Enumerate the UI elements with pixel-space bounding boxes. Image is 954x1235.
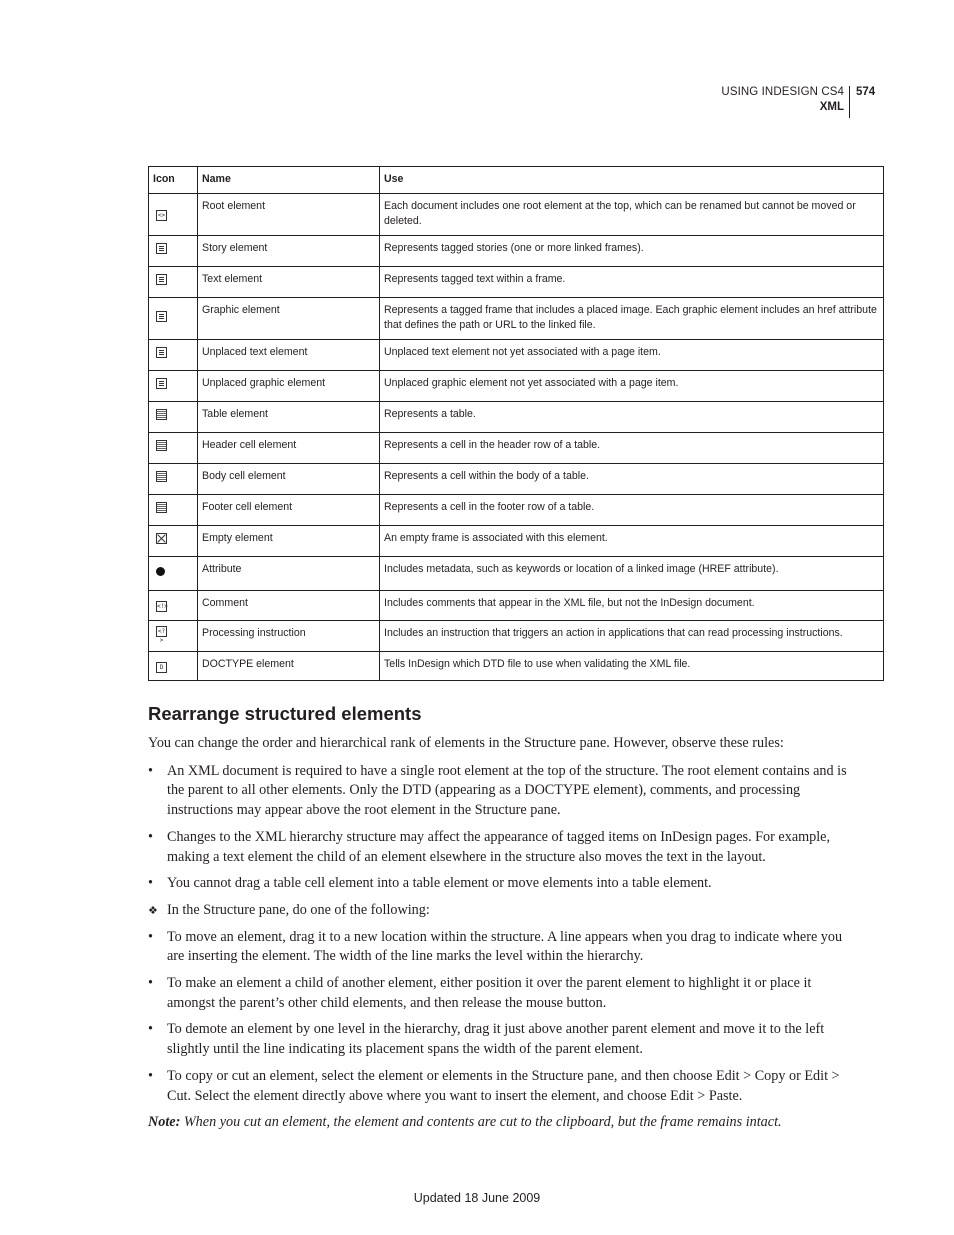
row-use: Tells InDesign which DTD file to use when validating the XML file. — [380, 652, 884, 681]
row-name: Story element — [198, 236, 380, 267]
step-text: In the Structure pane, do one of the following: — [167, 901, 430, 918]
page-number-box — [849, 86, 884, 118]
root-element-icon: <> — [157, 212, 166, 219]
row-use: Represents a table. — [380, 402, 884, 433]
doctype-element-icon: D — [156, 662, 167, 673]
column-header-name: Name — [198, 167, 380, 194]
row-use: Unplaced graphic element not yet associated with a page item. — [380, 371, 884, 402]
option-item — [148, 928, 848, 967]
processing-instruction-icon: <?> — [157, 627, 166, 644]
bullet-marker: • — [148, 875, 153, 892]
graphic-element-icon — [156, 311, 167, 322]
row-use: Represents tagged stories (one or more linked frames). — [380, 236, 884, 267]
section-body — [148, 734, 848, 1133]
rule-item — [148, 828, 848, 867]
table-row — [149, 340, 884, 371]
running-header — [721, 86, 876, 113]
column-header-icon: Icon — [149, 167, 198, 194]
section-heading: Rearrange structured elements — [148, 703, 422, 724]
option-text: To move an element, drag it to a new location within the structure. A line appears when you drag to indicate where you are inserting the element. The width of the line marks the level within the hierarchy. — [167, 928, 843, 965]
table-row — [149, 194, 884, 236]
table-row — [149, 433, 884, 464]
row-name: Graphic element — [198, 298, 380, 340]
row-use: Represents a cell within the body of a table. — [380, 464, 884, 495]
bullet-marker: • — [148, 1067, 153, 1084]
row-name: Comment — [198, 591, 380, 621]
rule-text: Changes to the XML hierarchy structure may affect the appearance of tagged items on InDesign pages. For example, making a text element the child of an element elsewhere in the structure also moves the text in the layout. — [167, 828, 831, 865]
comment-icon: <!> — [157, 603, 168, 610]
row-use: Includes metadata, such as keywords or location of a linked image (HREF attribute). — [380, 557, 884, 591]
row-name: Text element — [198, 267, 380, 298]
empty-element-icon — [156, 533, 167, 544]
option-text: To make an element a child of another element, either position it over the parent element to highlight it or place it amongst the parent’s other child elements, and then release the mouse button. — [167, 975, 812, 1011]
option-item — [148, 974, 848, 1013]
table-element-icon — [156, 409, 167, 420]
option-text: To demote an element by one level in the hierarchy, drag it just above another parent element and move it to the left slightly until the line indicating its placement spans the width of the parent element. — [167, 1021, 825, 1058]
bullet-marker: • — [148, 1021, 153, 1038]
row-use: Represents tagged text within a frame. — [380, 267, 884, 298]
note — [148, 1113, 848, 1133]
unplaced-text-element-icon — [156, 347, 167, 358]
row-use: Includes comments that appear in the XML file, but not the InDesign document. — [380, 591, 884, 621]
element-icon-table — [148, 166, 884, 681]
table-row — [149, 298, 884, 340]
bullet-marker: • — [148, 928, 153, 945]
book-title: USING INDESIGN CS4 — [721, 86, 844, 98]
page-footer: Updated 18 June 2009 — [413, 1191, 541, 1205]
row-use: Includes an instruction that triggers an action in applications that can read processing instructions. — [380, 621, 884, 652]
option-text: To copy or cut an element, select the element or elements in the Structure pane, and then choose Edit > Copy or Edit > Cut. Select the element directly above where you want to insert the element, and choose Edit > Paste. — [167, 1067, 840, 1104]
table-row — [149, 495, 884, 526]
row-name: Attribute — [198, 557, 380, 591]
intro-paragraph: You can change the order and hierarchical rank of elements in the Structure pane. However, observe these rules: — [148, 735, 784, 751]
row-name: Root element — [198, 194, 380, 236]
note-text: When you cut an element, the element and contents are cut to the clipboard, but the frame remains intact. — [183, 1114, 782, 1131]
rule-item — [148, 762, 848, 821]
text-element-icon — [156, 274, 167, 285]
table-row — [149, 267, 884, 298]
row-use: Represents a tagged frame that includes a placed image. Each graphic element includes an href attribute that defines the path or URL to the linked file. — [380, 298, 884, 340]
table-row — [149, 236, 884, 267]
rule-item — [148, 874, 848, 894]
table-row — [149, 526, 884, 557]
row-use: Represents a cell in the header row of a table. — [380, 433, 884, 464]
table-row — [149, 652, 884, 681]
rule-text: You cannot drag a table cell element into a table element or move elements into a table element. — [167, 875, 712, 892]
attribute-icon — [156, 567, 165, 576]
table-header-row — [149, 167, 884, 194]
row-name: Body cell element — [198, 464, 380, 495]
step-marker: ❖ — [148, 903, 158, 917]
option-item — [148, 1020, 848, 1059]
row-name: Table element — [198, 402, 380, 433]
rule-text: An XML document is required to have a single root element at the top of the structure. The root element contains and is the parent to all other elements. Only the DTD (appearing as a DOCTYPE element), comments, and processing instructions may appear above the root element in the Structure pane. — [167, 762, 847, 819]
row-name: Empty element — [198, 526, 380, 557]
row-use: Represents a cell in the footer row of a table. — [380, 495, 884, 526]
row-name: Processing instruction — [198, 621, 380, 652]
row-name: Footer cell element — [198, 495, 380, 526]
table-row — [149, 464, 884, 495]
row-name: Header cell element — [198, 433, 380, 464]
option-item — [148, 1067, 848, 1106]
bullet-marker: • — [148, 828, 153, 845]
unplaced-graphic-element-icon — [156, 378, 167, 389]
row-name: Unplaced text element — [198, 340, 380, 371]
bullet-marker: • — [148, 762, 153, 779]
row-use: Each document includes one root element at the top, which can be renamed but cannot be moved or deleted. — [380, 194, 884, 236]
table-row — [149, 402, 884, 433]
table-row — [149, 557, 884, 591]
page-number: 574 — [856, 86, 876, 98]
table-row — [149, 591, 884, 621]
step-item — [148, 901, 848, 921]
header-cell-element-icon — [156, 440, 167, 451]
section-title: XML — [819, 101, 844, 113]
row-name: Unplaced graphic element — [198, 371, 380, 402]
row-name: DOCTYPE element — [198, 652, 380, 681]
body-cell-element-icon — [156, 471, 167, 482]
column-header-use: Use — [380, 167, 884, 194]
footer-cell-element-icon — [156, 502, 167, 513]
row-use: Unplaced text element not yet associated with a page item. — [380, 340, 884, 371]
story-element-icon — [156, 243, 167, 254]
row-use: An empty frame is associated with this element. — [380, 526, 884, 557]
table-row — [149, 621, 884, 652]
bullet-marker: • — [148, 975, 153, 992]
note-label: Note: — [148, 1114, 181, 1131]
table-row — [149, 371, 884, 402]
